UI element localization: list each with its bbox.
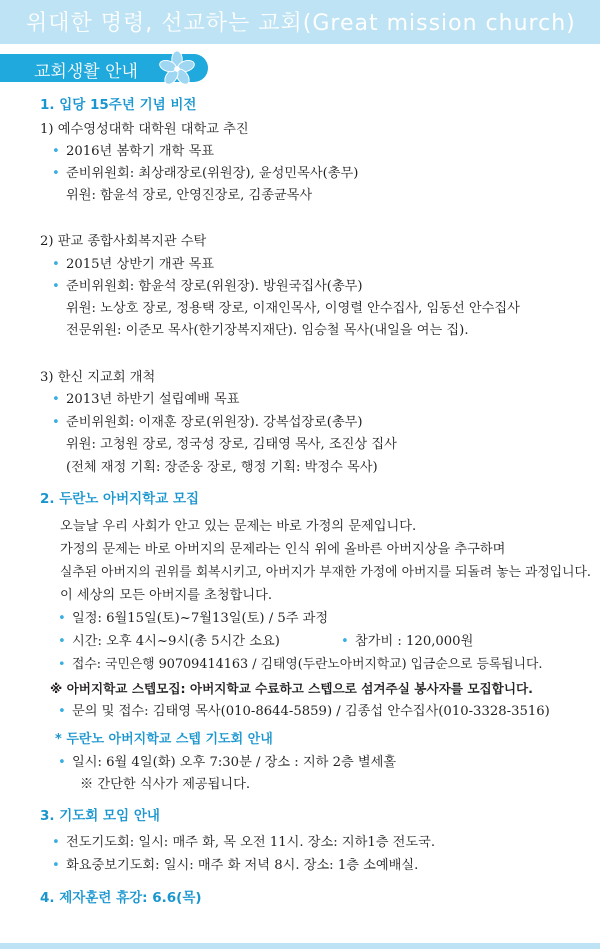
contact-item: • 문의 및 접수: 김태영 목사(010-8644-5859) / 김종섭 안수집사(010-3328-3516): [72, 703, 550, 721]
banner-title: 위대한 명령, 선교하는 교회(Great mission church): [26, 11, 576, 36]
time-item: • 시간: 오후 4시~9시(총 5시간 소요): [72, 633, 280, 651]
project-3-title: 3) 한신 지교회 개척: [40, 370, 156, 385]
project-2-title: 2) 판교 종합사회복지관 수탁: [40, 234, 207, 249]
prayer-note: ※ 간단한 식사가 제공됩니다.: [80, 777, 251, 792]
section-1-title: 1. 입당 15주년 기념 비전: [40, 97, 197, 113]
list-item-continuation: 위원: 노상호 장로, 정용택 장로, 이재인목사, 이영렬 안수집사, 임동선 안수집사: [66, 301, 520, 316]
list-item: • 준비위원회: 최상래장로(위원장), 윤성민목사(총무): [66, 165, 358, 183]
fee-item: • 참가비 : 120,000원: [355, 633, 473, 651]
list-item: • 화요중보기도회: 일시: 매주 화 저녁 8시. 장소: 1층 소예배실.: [66, 857, 418, 875]
section-3-title: 3. 기도회 모임 안내: [40, 808, 160, 824]
list-item: • 전도기도회: 일시: 매주 화, 목 오전 11시. 장소: 지하1층 전도국.: [66, 834, 435, 852]
list-item: • 2015년 상반기 개관 목표: [66, 256, 214, 274]
list-item: • 준비위원회: 이재훈 장로(위원장). 강복섭장로(총무): [66, 414, 363, 432]
register-item: • 접수: 국민은행 90709414163 / 김태영(두란노아버지학교) 입금순으로 등록됩니다.: [72, 656, 542, 674]
staff-recruit-note: ※ 아버지학교 스텝모집: 아버지학교 수료하고 스텝으로 섬겨주실 봉사자를 모집합니다.: [50, 681, 533, 696]
section-tab-label: 교회생활 안내: [34, 62, 138, 82]
list-item-continuation: 위원: 함윤석 장로, 안영진장로, 김종균목사: [66, 188, 313, 203]
staff-prayer-subtitle: * 두란노 아버지학교 스텝 기도회 안내: [55, 732, 273, 747]
schedule-item: • 일정: 6월15일(토)~7월13일(토) / 5주 과정: [72, 610, 328, 628]
list-item: • 2016년 봄학기 개학 목표: [66, 143, 214, 161]
header-banner: [0, 0, 600, 44]
footer-bar: [0, 943, 600, 949]
prayer-item: • 일시: 6월 4일(화) 오후 7:30분 / 장소 : 지하 2층 별세홀: [72, 754, 396, 772]
flower-icon: [158, 50, 196, 88]
list-item-continuation: (전체 재정 기획: 장준웅 장로, 행정 기획: 박정수 목사): [66, 460, 378, 475]
list-item-continuation: 위원: 고청원 장로, 정국성 장로, 김태영 목사, 조진상 집사: [66, 437, 397, 452]
section-2-title: 2. 두란노 아버지학교 모집: [40, 491, 200, 507]
paragraph-line: 오늘날 우리 사회가 안고 있는 문제는 바로 가정의 문제입니다.: [60, 519, 417, 534]
list-item: • 준비위원회: 함윤석 장로(위원장). 방원국집사(총무): [66, 278, 363, 296]
paragraph-line: 가정의 문제는 바로 아버지의 문제라는 인식 위에 올바른 아버지상을 추구하며: [60, 542, 506, 557]
paragraph-line: 이 세상의 모든 아버지를 초청합니다.: [60, 588, 273, 603]
paragraph-line: 실추된 아버지의 권위를 회복시키고, 아버지가 부재한 가정에 아버지를 되돌려 놓는 과정입니다.: [60, 565, 591, 580]
project-1-title: 1) 예수영성대학 대학원 대학교 추진: [40, 122, 249, 137]
list-item-continuation: 전문위원: 이준모 목사(한기장복지재단). 임승철 목사(내일을 여는 집).: [66, 323, 469, 338]
section-4-title: 4. 제자훈련 휴강: 6.6(목): [40, 890, 202, 906]
list-item: • 2013년 하반기 설립예배 목표: [66, 391, 240, 409]
